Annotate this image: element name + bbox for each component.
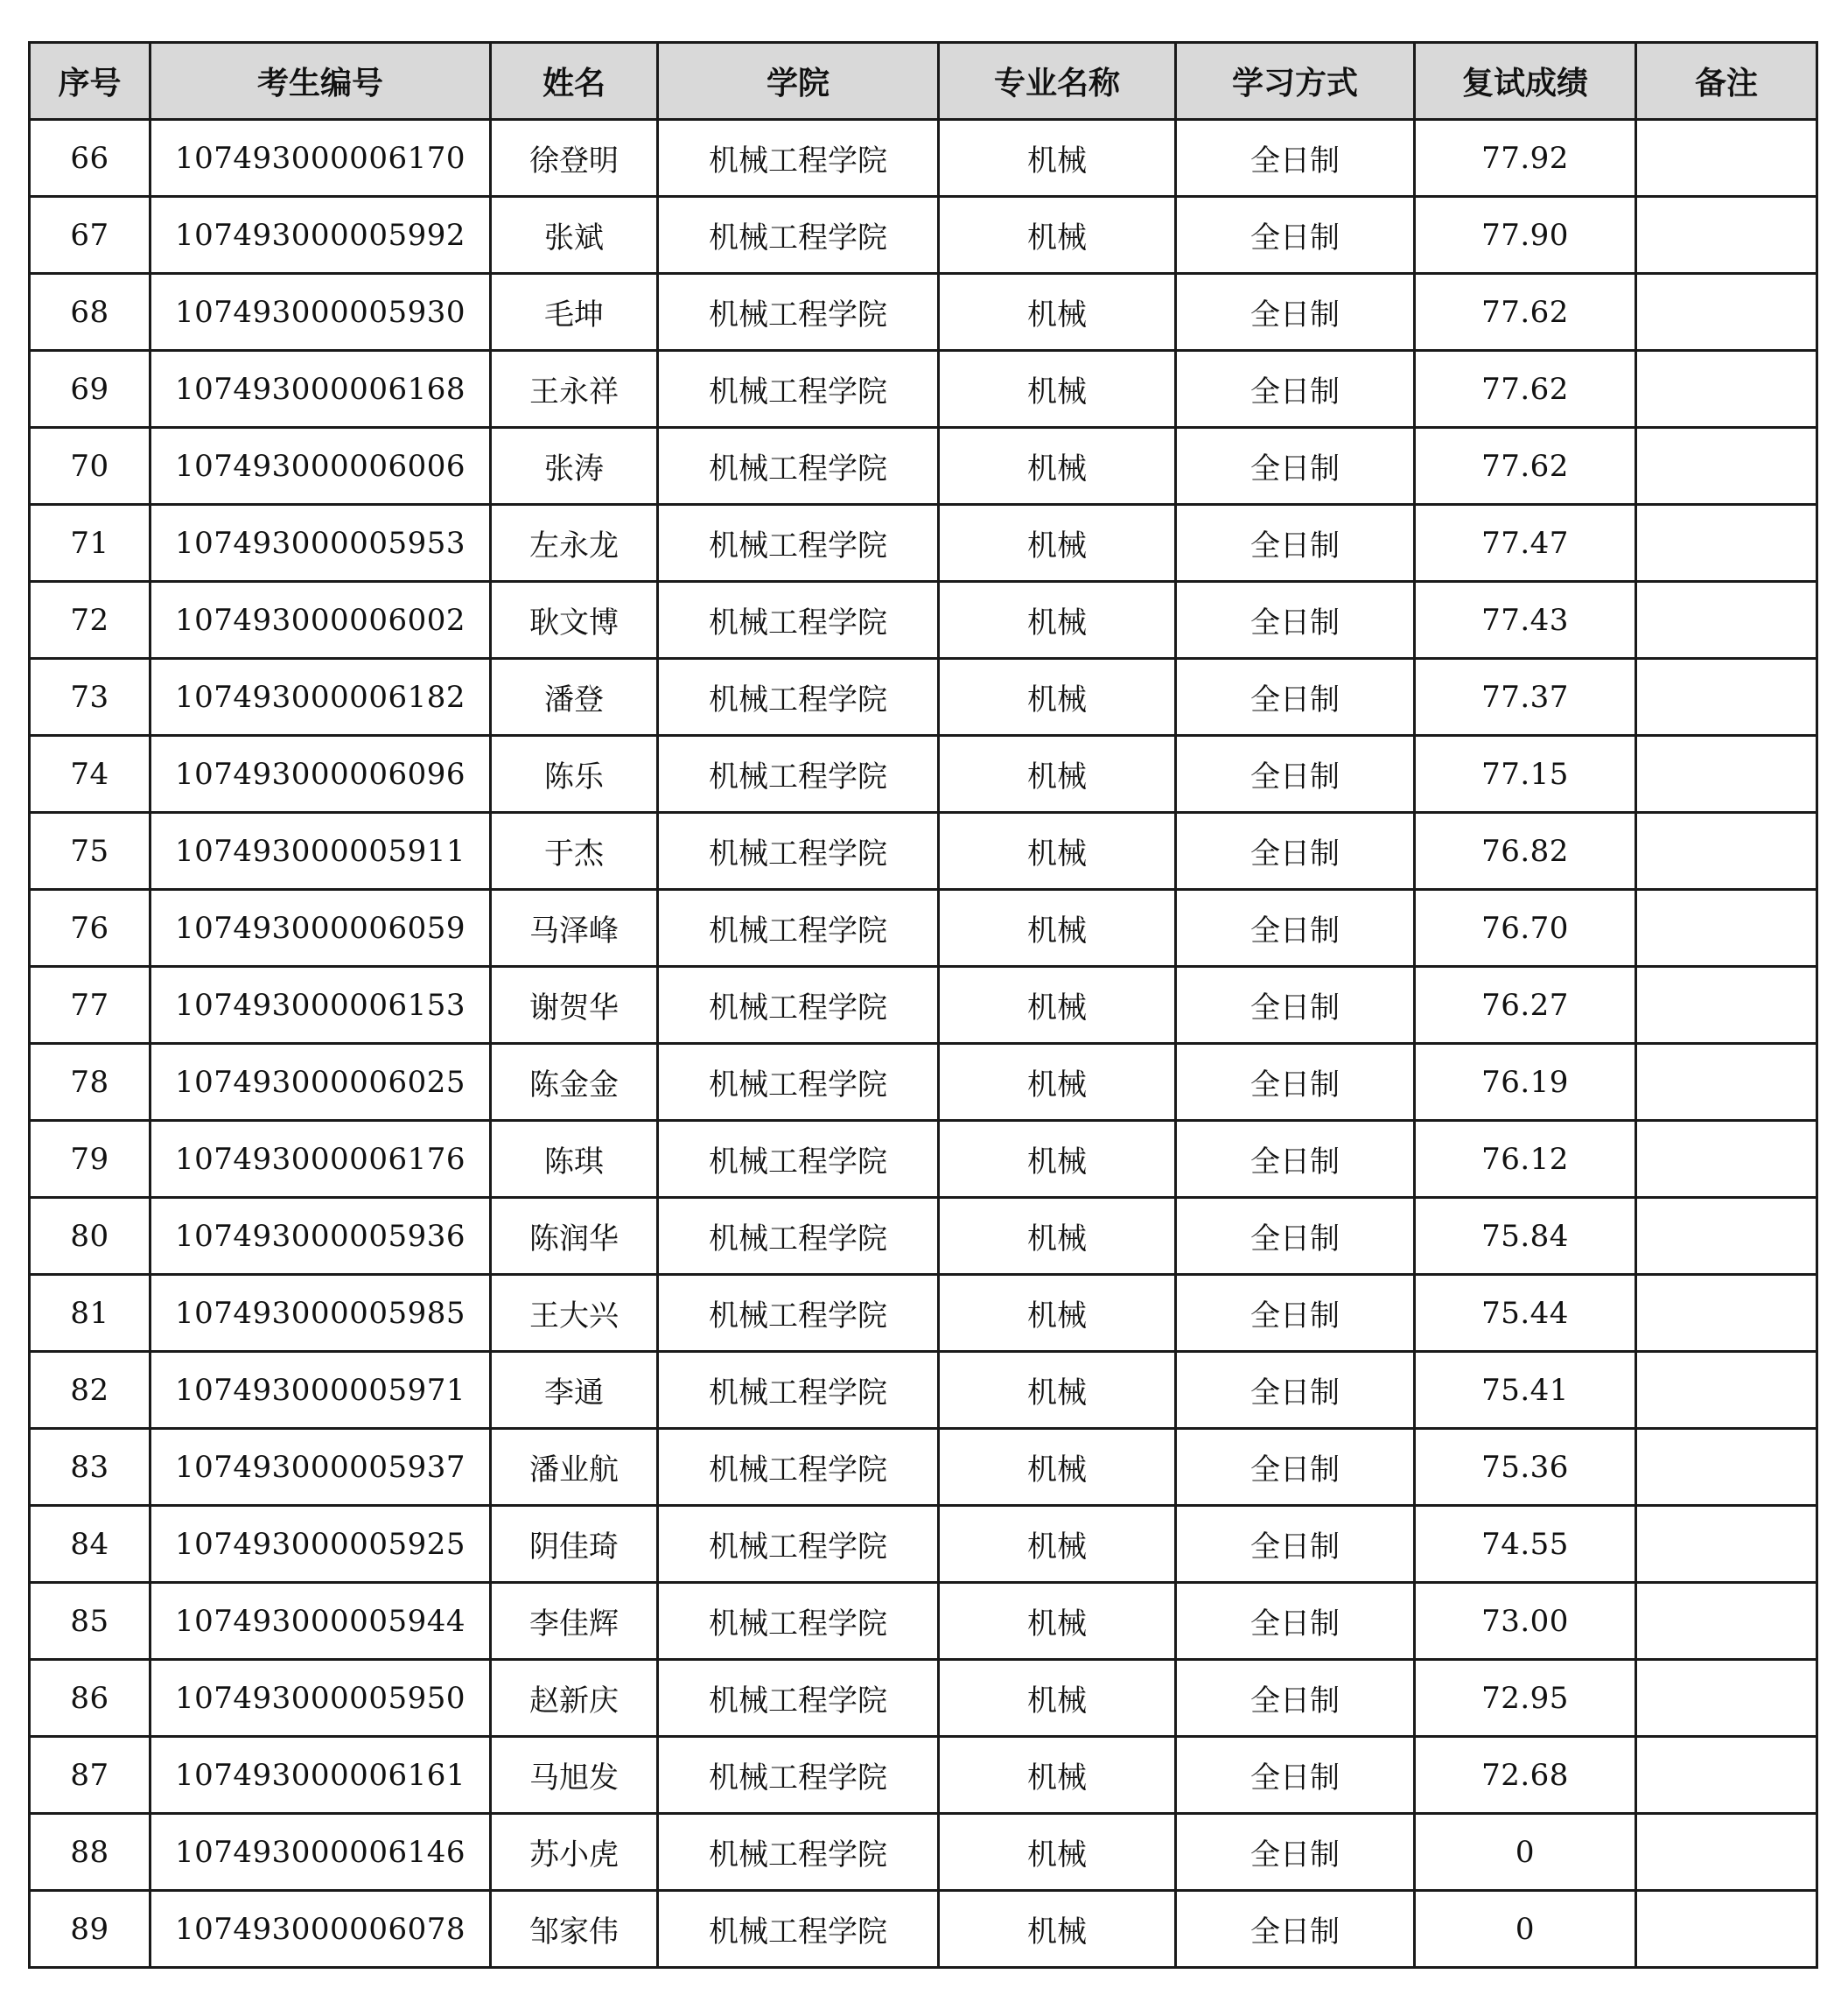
cell-candidate-id: 107493000006182 bbox=[150, 659, 491, 736]
cell-study-mode: 全日制 bbox=[1176, 1198, 1415, 1275]
cell-candidate-id: 107493000005911 bbox=[150, 813, 491, 890]
cell-name: 阴佳琦 bbox=[491, 1506, 658, 1583]
table-row bbox=[30, 1044, 1817, 1121]
cell-remarks bbox=[1636, 582, 1817, 659]
cell-study-mode: 全日制 bbox=[1176, 197, 1415, 274]
cell-retest-score: 0 bbox=[1415, 1891, 1636, 1968]
cell-college: 机械工程学院 bbox=[658, 967, 939, 1044]
cell-remarks bbox=[1636, 736, 1817, 813]
table-row bbox=[30, 505, 1817, 582]
table-row bbox=[30, 736, 1817, 813]
header-study-mode: 学习方式 bbox=[1176, 43, 1415, 120]
cell-college: 机械工程学院 bbox=[658, 120, 939, 197]
cell-candidate-id: 107493000006168 bbox=[150, 351, 491, 428]
cell-name: 王永祥 bbox=[491, 351, 658, 428]
cell-remarks bbox=[1636, 967, 1817, 1044]
cell-major: 机械 bbox=[939, 428, 1176, 505]
header-name: 姓名 bbox=[491, 43, 658, 120]
cell-college: 机械工程学院 bbox=[658, 1506, 939, 1583]
table-row bbox=[30, 1737, 1817, 1814]
cell-retest-score: 76.82 bbox=[1415, 813, 1636, 890]
cell-study-mode: 全日制 bbox=[1176, 1891, 1415, 1968]
cell-name: 于杰 bbox=[491, 813, 658, 890]
cell-candidate-id: 107493000006025 bbox=[150, 1044, 491, 1121]
cell-serial-number: 67 bbox=[30, 197, 150, 274]
cell-name: 潘登 bbox=[491, 659, 658, 736]
cell-serial-number: 85 bbox=[30, 1583, 150, 1660]
cell-candidate-id: 107493000005971 bbox=[150, 1352, 491, 1429]
cell-major: 机械 bbox=[939, 967, 1176, 1044]
cell-study-mode: 全日制 bbox=[1176, 582, 1415, 659]
cell-candidate-id: 107493000005985 bbox=[150, 1275, 491, 1352]
cell-college: 机械工程学院 bbox=[658, 1198, 939, 1275]
table-row bbox=[30, 1198, 1817, 1275]
cell-candidate-id: 107493000005936 bbox=[150, 1198, 491, 1275]
cell-retest-score: 76.19 bbox=[1415, 1044, 1636, 1121]
cell-study-mode: 全日制 bbox=[1176, 890, 1415, 967]
cell-major: 机械 bbox=[939, 1198, 1176, 1275]
cell-study-mode: 全日制 bbox=[1176, 351, 1415, 428]
cell-name: 马泽峰 bbox=[491, 890, 658, 967]
cell-remarks bbox=[1636, 1121, 1817, 1198]
cell-remarks bbox=[1636, 1737, 1817, 1814]
cell-study-mode: 全日制 bbox=[1176, 1044, 1415, 1121]
header-candidate-id: 考生编号 bbox=[150, 43, 491, 120]
cell-retest-score: 77.62 bbox=[1415, 351, 1636, 428]
cell-name: 陈润华 bbox=[491, 1198, 658, 1275]
cell-candidate-id: 107493000006002 bbox=[150, 582, 491, 659]
table-row bbox=[30, 1352, 1817, 1429]
cell-college: 机械工程学院 bbox=[658, 1275, 939, 1352]
cell-name: 陈乐 bbox=[491, 736, 658, 813]
cell-college: 机械工程学院 bbox=[658, 274, 939, 351]
cell-serial-number: 66 bbox=[30, 120, 150, 197]
cell-remarks bbox=[1636, 1429, 1817, 1506]
cell-remarks bbox=[1636, 1660, 1817, 1737]
cell-major: 机械 bbox=[939, 1121, 1176, 1198]
table-header bbox=[30, 43, 1817, 120]
cell-college: 机械工程学院 bbox=[658, 1121, 939, 1198]
cell-college: 机械工程学院 bbox=[658, 1737, 939, 1814]
cell-study-mode: 全日制 bbox=[1176, 1429, 1415, 1506]
cell-major: 机械 bbox=[939, 1429, 1176, 1506]
cell-study-mode: 全日制 bbox=[1176, 1583, 1415, 1660]
cell-serial-number: 89 bbox=[30, 1891, 150, 1968]
cell-college: 机械工程学院 bbox=[658, 1891, 939, 1968]
cell-candidate-id: 107493000005950 bbox=[150, 1660, 491, 1737]
cell-remarks bbox=[1636, 428, 1817, 505]
cell-retest-score: 72.95 bbox=[1415, 1660, 1636, 1737]
cell-major: 机械 bbox=[939, 1583, 1176, 1660]
cell-name: 苏小虎 bbox=[491, 1814, 658, 1891]
cell-serial-number: 87 bbox=[30, 1737, 150, 1814]
cell-candidate-id: 107493000005937 bbox=[150, 1429, 491, 1506]
cell-remarks bbox=[1636, 1506, 1817, 1583]
cell-name: 陈琪 bbox=[491, 1121, 658, 1198]
cell-candidate-id: 107493000006078 bbox=[150, 1891, 491, 1968]
cell-retest-score: 77.15 bbox=[1415, 736, 1636, 813]
cell-remarks bbox=[1636, 197, 1817, 274]
cell-name: 马旭发 bbox=[491, 1737, 658, 1814]
table-row bbox=[30, 967, 1817, 1044]
cell-major: 机械 bbox=[939, 1275, 1176, 1352]
cell-study-mode: 全日制 bbox=[1176, 967, 1415, 1044]
cell-major: 机械 bbox=[939, 1352, 1176, 1429]
cell-remarks bbox=[1636, 1198, 1817, 1275]
cell-retest-score: 75.84 bbox=[1415, 1198, 1636, 1275]
cell-study-mode: 全日制 bbox=[1176, 1814, 1415, 1891]
cell-serial-number: 68 bbox=[30, 274, 150, 351]
cell-name: 李佳辉 bbox=[491, 1583, 658, 1660]
cell-remarks bbox=[1636, 1044, 1817, 1121]
cell-name: 潘业航 bbox=[491, 1429, 658, 1506]
cell-college: 机械工程学院 bbox=[658, 351, 939, 428]
cell-name: 谢贺华 bbox=[491, 967, 658, 1044]
header-retest-score: 复试成绩 bbox=[1415, 43, 1636, 120]
cell-college: 机械工程学院 bbox=[658, 1583, 939, 1660]
cell-study-mode: 全日制 bbox=[1176, 813, 1415, 890]
cell-serial-number: 74 bbox=[30, 736, 150, 813]
cell-retest-score: 0 bbox=[1415, 1814, 1636, 1891]
cell-retest-score: 76.27 bbox=[1415, 967, 1636, 1044]
header-college: 学院 bbox=[658, 43, 939, 120]
cell-major: 机械 bbox=[939, 120, 1176, 197]
cell-study-mode: 全日制 bbox=[1176, 1506, 1415, 1583]
cell-study-mode: 全日制 bbox=[1176, 1352, 1415, 1429]
cell-serial-number: 84 bbox=[30, 1506, 150, 1583]
cell-candidate-id: 107493000006146 bbox=[150, 1814, 491, 1891]
cell-candidate-id: 107493000006153 bbox=[150, 967, 491, 1044]
table-row bbox=[30, 1275, 1817, 1352]
cell-retest-score: 77.90 bbox=[1415, 197, 1636, 274]
cell-name: 张涛 bbox=[491, 428, 658, 505]
cell-serial-number: 76 bbox=[30, 890, 150, 967]
cell-retest-score: 74.55 bbox=[1415, 1506, 1636, 1583]
header-serial-number: 序号 bbox=[30, 43, 150, 120]
cell-college: 机械工程学院 bbox=[658, 736, 939, 813]
cell-serial-number: 81 bbox=[30, 1275, 150, 1352]
table-row bbox=[30, 1660, 1817, 1737]
header-remarks: 备注 bbox=[1636, 43, 1817, 120]
cell-study-mode: 全日制 bbox=[1176, 428, 1415, 505]
cell-serial-number: 70 bbox=[30, 428, 150, 505]
cell-study-mode: 全日制 bbox=[1176, 1121, 1415, 1198]
cell-candidate-id: 107493000005925 bbox=[150, 1506, 491, 1583]
table-row bbox=[30, 1506, 1817, 1583]
cell-major: 机械 bbox=[939, 659, 1176, 736]
table-row bbox=[30, 1891, 1817, 1968]
cell-serial-number: 72 bbox=[30, 582, 150, 659]
cell-college: 机械工程学院 bbox=[658, 813, 939, 890]
cell-major: 机械 bbox=[939, 582, 1176, 659]
cell-remarks bbox=[1636, 890, 1817, 967]
cell-college: 机械工程学院 bbox=[658, 197, 939, 274]
cell-college: 机械工程学院 bbox=[658, 890, 939, 967]
cell-college: 机械工程学院 bbox=[658, 1429, 939, 1506]
cell-retest-score: 75.36 bbox=[1415, 1429, 1636, 1506]
cell-major: 机械 bbox=[939, 1044, 1176, 1121]
cell-candidate-id: 107493000006161 bbox=[150, 1737, 491, 1814]
cell-study-mode: 全日制 bbox=[1176, 736, 1415, 813]
cell-candidate-id: 107493000005953 bbox=[150, 505, 491, 582]
table-row bbox=[30, 1814, 1817, 1891]
cell-college: 机械工程学院 bbox=[658, 428, 939, 505]
cell-study-mode: 全日制 bbox=[1176, 274, 1415, 351]
cell-study-mode: 全日制 bbox=[1176, 1660, 1415, 1737]
cell-remarks bbox=[1636, 1275, 1817, 1352]
cell-retest-score: 77.62 bbox=[1415, 274, 1636, 351]
cell-candidate-id: 107493000005944 bbox=[150, 1583, 491, 1660]
table-row bbox=[30, 120, 1817, 197]
cell-study-mode: 全日制 bbox=[1176, 120, 1415, 197]
cell-serial-number: 78 bbox=[30, 1044, 150, 1121]
cell-name: 张斌 bbox=[491, 197, 658, 274]
cell-serial-number: 82 bbox=[30, 1352, 150, 1429]
cell-retest-score: 77.62 bbox=[1415, 428, 1636, 505]
cell-retest-score: 75.44 bbox=[1415, 1275, 1636, 1352]
cell-name: 耿文博 bbox=[491, 582, 658, 659]
cell-college: 机械工程学院 bbox=[658, 1044, 939, 1121]
cell-retest-score: 75.41 bbox=[1415, 1352, 1636, 1429]
cell-remarks bbox=[1636, 813, 1817, 890]
cell-name: 赵新庆 bbox=[491, 1660, 658, 1737]
cell-study-mode: 全日制 bbox=[1176, 1275, 1415, 1352]
cell-college: 机械工程学院 bbox=[658, 1660, 939, 1737]
cell-name: 李通 bbox=[491, 1352, 658, 1429]
cell-candidate-id: 107493000006170 bbox=[150, 120, 491, 197]
cell-serial-number: 77 bbox=[30, 967, 150, 1044]
cell-major: 机械 bbox=[939, 505, 1176, 582]
cell-remarks bbox=[1636, 1891, 1817, 1968]
cell-major: 机械 bbox=[939, 1506, 1176, 1583]
cell-serial-number: 88 bbox=[30, 1814, 150, 1891]
cell-retest-score: 73.00 bbox=[1415, 1583, 1636, 1660]
cell-candidate-id: 107493000006006 bbox=[150, 428, 491, 505]
cell-retest-score: 76.70 bbox=[1415, 890, 1636, 967]
cell-name: 陈金金 bbox=[491, 1044, 658, 1121]
cell-major: 机械 bbox=[939, 736, 1176, 813]
cell-college: 机械工程学院 bbox=[658, 659, 939, 736]
header-major: 专业名称 bbox=[939, 43, 1176, 120]
table-row bbox=[30, 351, 1817, 428]
cell-study-mode: 全日制 bbox=[1176, 1737, 1415, 1814]
cell-major: 机械 bbox=[939, 351, 1176, 428]
table-row bbox=[30, 274, 1817, 351]
cell-retest-score: 77.43 bbox=[1415, 582, 1636, 659]
cell-major: 机械 bbox=[939, 274, 1176, 351]
cell-remarks bbox=[1636, 659, 1817, 736]
cell-major: 机械 bbox=[939, 1737, 1176, 1814]
cell-major: 机械 bbox=[939, 197, 1176, 274]
table-row bbox=[30, 813, 1817, 890]
cell-retest-score: 77.92 bbox=[1415, 120, 1636, 197]
cell-candidate-id: 107493000005930 bbox=[150, 274, 491, 351]
cell-retest-score: 72.68 bbox=[1415, 1737, 1636, 1814]
score-table bbox=[28, 41, 1818, 1969]
cell-serial-number: 79 bbox=[30, 1121, 150, 1198]
cell-remarks bbox=[1636, 120, 1817, 197]
cell-study-mode: 全日制 bbox=[1176, 659, 1415, 736]
table-body bbox=[30, 120, 1817, 1968]
cell-remarks bbox=[1636, 1814, 1817, 1891]
cell-candidate-id: 107493000006059 bbox=[150, 890, 491, 967]
cell-study-mode: 全日制 bbox=[1176, 505, 1415, 582]
cell-college: 机械工程学院 bbox=[658, 505, 939, 582]
table-row bbox=[30, 1121, 1817, 1198]
cell-retest-score: 76.12 bbox=[1415, 1121, 1636, 1198]
cell-name: 王大兴 bbox=[491, 1275, 658, 1352]
cell-retest-score: 77.37 bbox=[1415, 659, 1636, 736]
table-row bbox=[30, 197, 1817, 274]
cell-serial-number: 69 bbox=[30, 351, 150, 428]
cell-serial-number: 86 bbox=[30, 1660, 150, 1737]
table-row bbox=[30, 659, 1817, 736]
cell-candidate-id: 107493000006096 bbox=[150, 736, 491, 813]
table-row bbox=[30, 1429, 1817, 1506]
table-row bbox=[30, 582, 1817, 659]
cell-college: 机械工程学院 bbox=[658, 582, 939, 659]
cell-remarks bbox=[1636, 1352, 1817, 1429]
cell-college: 机械工程学院 bbox=[658, 1814, 939, 1891]
header-row bbox=[30, 43, 1817, 120]
cell-name: 徐登明 bbox=[491, 120, 658, 197]
table-row bbox=[30, 890, 1817, 967]
table-row bbox=[30, 1583, 1817, 1660]
cell-major: 机械 bbox=[939, 813, 1176, 890]
cell-remarks bbox=[1636, 351, 1817, 428]
cell-major: 机械 bbox=[939, 1814, 1176, 1891]
cell-remarks bbox=[1636, 505, 1817, 582]
cell-college: 机械工程学院 bbox=[658, 1352, 939, 1429]
cell-major: 机械 bbox=[939, 890, 1176, 967]
cell-name: 左永龙 bbox=[491, 505, 658, 582]
table-row bbox=[30, 428, 1817, 505]
cell-candidate-id: 107493000005992 bbox=[150, 197, 491, 274]
cell-serial-number: 80 bbox=[30, 1198, 150, 1275]
cell-name: 邹家伟 bbox=[491, 1891, 658, 1968]
cell-major: 机械 bbox=[939, 1660, 1176, 1737]
cell-serial-number: 83 bbox=[30, 1429, 150, 1506]
cell-major: 机械 bbox=[939, 1891, 1176, 1968]
cell-name: 毛坤 bbox=[491, 274, 658, 351]
cell-serial-number: 71 bbox=[30, 505, 150, 582]
cell-serial-number: 75 bbox=[30, 813, 150, 890]
cell-candidate-id: 107493000006176 bbox=[150, 1121, 491, 1198]
cell-remarks bbox=[1636, 274, 1817, 351]
cell-serial-number: 73 bbox=[30, 659, 150, 736]
cell-remarks bbox=[1636, 1583, 1817, 1660]
cell-retest-score: 77.47 bbox=[1415, 505, 1636, 582]
